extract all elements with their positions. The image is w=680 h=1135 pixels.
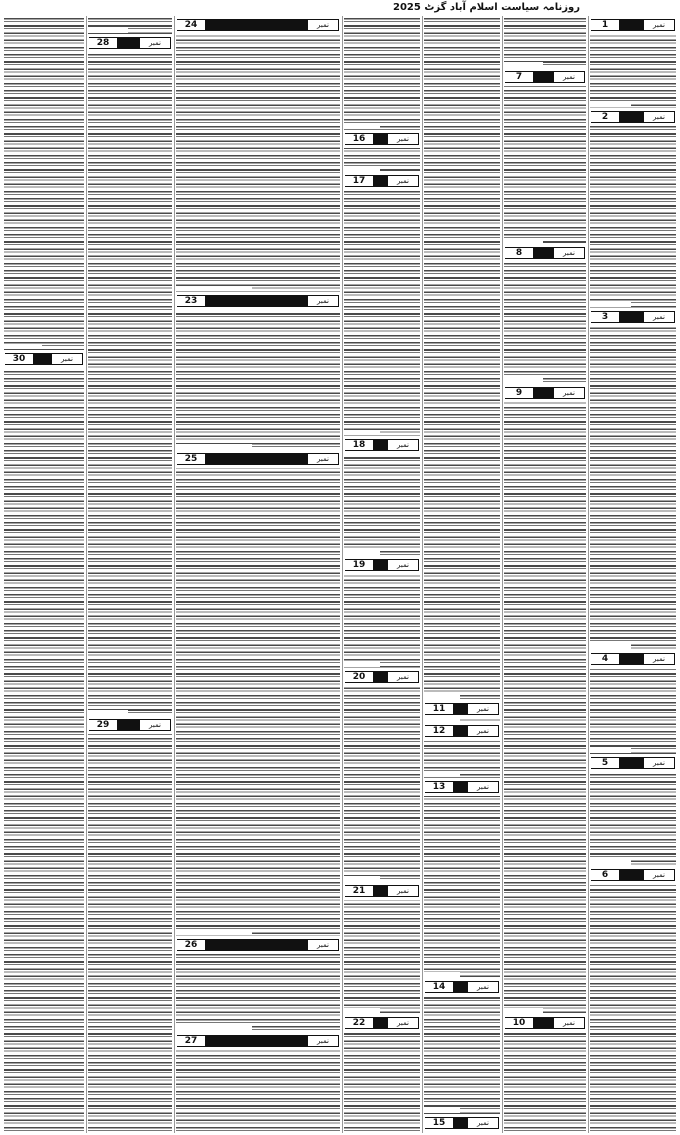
news-column bbox=[2, 16, 87, 1133]
section-label: نمبر bbox=[467, 781, 499, 793]
heading-rule bbox=[206, 295, 307, 307]
story-heading bbox=[343, 556, 421, 574]
section-label: نمبر bbox=[467, 703, 499, 715]
story-number-bar bbox=[177, 19, 339, 31]
paragraph-end-gap bbox=[4, 344, 42, 349]
heading-rule bbox=[34, 353, 51, 365]
heading-rule bbox=[118, 37, 139, 49]
column-text-block bbox=[424, 16, 500, 1133]
paragraph-end-gap bbox=[344, 550, 380, 555]
paragraph-end-gap bbox=[590, 302, 631, 307]
section-label: نمبر bbox=[307, 453, 339, 465]
story-number: 13 bbox=[425, 781, 454, 793]
story-number: 1 bbox=[591, 19, 620, 31]
newspaper-page bbox=[2, 16, 678, 1133]
story-heading bbox=[503, 68, 587, 86]
heading-rule bbox=[534, 1017, 553, 1029]
story-heading bbox=[589, 754, 677, 772]
story-number: 16 bbox=[345, 133, 374, 145]
story-number-bar bbox=[505, 247, 585, 259]
section-label: نمبر bbox=[467, 981, 499, 993]
story-heading bbox=[503, 384, 587, 402]
story-number: 24 bbox=[177, 19, 206, 31]
story-heading bbox=[423, 722, 501, 740]
story-number-bar bbox=[89, 719, 171, 731]
paragraph-end-gap bbox=[590, 748, 631, 753]
section-label: نمبر bbox=[467, 1117, 499, 1129]
story-number: 15 bbox=[425, 1117, 454, 1129]
story-number: 30 bbox=[5, 353, 34, 365]
paragraph-end-gap bbox=[424, 1108, 460, 1113]
paragraph-end-gap bbox=[344, 662, 380, 667]
story-number: 12 bbox=[425, 725, 454, 737]
story-heading bbox=[175, 1032, 341, 1050]
paragraph-end-gap bbox=[424, 694, 460, 699]
story-heading bbox=[175, 450, 341, 468]
story-number-bar bbox=[505, 71, 585, 83]
story-number: 17 bbox=[345, 175, 374, 187]
news-column bbox=[342, 16, 423, 1133]
story-heading bbox=[175, 16, 341, 34]
paragraph-end-gap bbox=[504, 62, 543, 67]
story-heading bbox=[343, 882, 421, 900]
story-number-bar bbox=[5, 353, 83, 365]
news-column bbox=[502, 16, 589, 1133]
story-heading bbox=[343, 130, 421, 148]
story-number-bar bbox=[591, 311, 675, 323]
story-number-bar bbox=[177, 939, 339, 951]
heading-rule bbox=[534, 387, 553, 399]
news-column bbox=[86, 16, 175, 1133]
column-text-block bbox=[88, 16, 172, 1133]
heading-rule bbox=[374, 1017, 387, 1029]
story-number: 19 bbox=[345, 559, 374, 571]
paragraph-end-gap bbox=[424, 972, 460, 977]
story-number: 4 bbox=[591, 653, 620, 665]
story-number: 26 bbox=[177, 939, 206, 951]
story-number: 22 bbox=[345, 1017, 374, 1029]
section-label: نمبر bbox=[643, 111, 675, 123]
story-number: 27 bbox=[177, 1035, 206, 1047]
story-heading bbox=[343, 1014, 421, 1032]
story-number-bar bbox=[591, 757, 675, 769]
section-label: نمبر bbox=[387, 133, 419, 145]
heading-rule bbox=[454, 1117, 467, 1129]
paragraph-end-gap bbox=[424, 716, 460, 721]
story-number-bar bbox=[425, 981, 499, 993]
story-number-bar bbox=[177, 1035, 339, 1047]
heading-rule bbox=[620, 757, 643, 769]
story-number: 14 bbox=[425, 981, 454, 993]
section-label: نمبر bbox=[139, 719, 171, 731]
heading-rule bbox=[454, 781, 467, 793]
section-label: نمبر bbox=[643, 653, 675, 665]
story-heading bbox=[3, 350, 85, 368]
paragraph-end-gap bbox=[176, 1026, 252, 1031]
story-number-bar bbox=[345, 671, 419, 683]
heading-rule bbox=[206, 19, 307, 31]
paragraph-end-gap bbox=[590, 102, 631, 107]
news-column bbox=[422, 16, 503, 1133]
story-number: 21 bbox=[345, 885, 374, 897]
section-label: نمبر bbox=[553, 247, 585, 259]
heading-rule bbox=[620, 869, 643, 881]
heading-rule bbox=[620, 653, 643, 665]
section-label: نمبر bbox=[387, 559, 419, 571]
story-heading bbox=[343, 172, 421, 190]
story-number: 6 bbox=[591, 869, 620, 881]
story-number-bar bbox=[425, 781, 499, 793]
story-number-bar bbox=[89, 37, 171, 49]
section-label: نمبر bbox=[643, 311, 675, 323]
story-number-bar bbox=[591, 869, 675, 881]
story-number: 5 bbox=[591, 757, 620, 769]
story-number-bar bbox=[425, 703, 499, 715]
section-label: نمبر bbox=[387, 439, 419, 451]
story-heading bbox=[503, 244, 587, 262]
section-label: نمبر bbox=[553, 1017, 585, 1029]
story-heading bbox=[589, 866, 677, 884]
story-number: 8 bbox=[505, 247, 534, 259]
column-text-block bbox=[590, 16, 676, 1133]
heading-rule bbox=[534, 247, 553, 259]
story-number: 25 bbox=[177, 453, 206, 465]
story-heading bbox=[175, 936, 341, 954]
story-heading bbox=[87, 34, 173, 52]
story-number: 18 bbox=[345, 439, 374, 451]
heading-rule bbox=[454, 981, 467, 993]
story-heading bbox=[589, 108, 677, 126]
story-number: 28 bbox=[89, 37, 118, 49]
column-text-block bbox=[504, 16, 586, 1133]
paragraph-end-gap bbox=[504, 238, 543, 243]
story-number-bar bbox=[345, 559, 419, 571]
story-heading bbox=[589, 308, 677, 326]
masthead bbox=[0, 0, 680, 14]
section-label: نمبر bbox=[553, 387, 585, 399]
story-heading bbox=[589, 16, 677, 34]
paragraph-end-gap bbox=[344, 124, 380, 129]
story-number-bar bbox=[505, 387, 585, 399]
story-number: 2 bbox=[591, 111, 620, 123]
section-label: نمبر bbox=[51, 353, 83, 365]
story-number: 11 bbox=[425, 703, 454, 715]
story-number-bar bbox=[425, 1117, 499, 1129]
story-heading bbox=[343, 436, 421, 454]
heading-rule bbox=[620, 19, 643, 31]
paragraph-end-gap bbox=[88, 28, 128, 33]
paragraph-end-gap bbox=[176, 444, 252, 449]
story-number-bar bbox=[345, 885, 419, 897]
story-number-bar bbox=[177, 295, 339, 307]
paragraph-end-gap bbox=[344, 876, 380, 881]
story-number-bar bbox=[345, 133, 419, 145]
section-label: نمبر bbox=[307, 939, 339, 951]
heading-rule bbox=[206, 1035, 307, 1047]
heading-rule bbox=[206, 453, 307, 465]
paragraph-end-gap bbox=[344, 430, 380, 435]
heading-rule bbox=[374, 133, 387, 145]
paragraph-end-gap bbox=[344, 166, 380, 171]
story-heading bbox=[423, 978, 501, 996]
story-number: 20 bbox=[345, 671, 374, 683]
page-title: روزنامہ سیاست اسلام آباد گزٹ 2025 bbox=[393, 1, 580, 13]
section-label: نمبر bbox=[139, 37, 171, 49]
story-number: 10 bbox=[505, 1017, 534, 1029]
story-number-bar bbox=[345, 175, 419, 187]
story-heading bbox=[423, 778, 501, 796]
story-heading bbox=[423, 1114, 501, 1132]
story-number-bar bbox=[425, 725, 499, 737]
story-heading bbox=[589, 650, 677, 668]
heading-rule bbox=[374, 175, 387, 187]
paragraph-end-gap bbox=[176, 930, 252, 935]
story-heading bbox=[87, 716, 173, 734]
heading-rule bbox=[454, 703, 467, 715]
paragraph-end-gap bbox=[504, 1008, 543, 1013]
heading-rule bbox=[620, 311, 643, 323]
story-heading bbox=[343, 668, 421, 686]
section-label: نمبر bbox=[643, 869, 675, 881]
paragraph-end-gap bbox=[344, 1008, 380, 1013]
heading-rule bbox=[374, 885, 387, 897]
story-number: 23 bbox=[177, 295, 206, 307]
news-column bbox=[174, 16, 343, 1133]
story-number-bar bbox=[591, 653, 675, 665]
section-label: نمبر bbox=[387, 175, 419, 187]
section-label: نمبر bbox=[387, 1017, 419, 1029]
paragraph-end-gap bbox=[504, 378, 543, 383]
section-label: نمبر bbox=[643, 19, 675, 31]
section-label: نمبر bbox=[467, 725, 499, 737]
heading-rule bbox=[374, 439, 387, 451]
story-number: 29 bbox=[89, 719, 118, 731]
paragraph-end-gap bbox=[590, 644, 631, 649]
story-heading bbox=[175, 292, 341, 310]
heading-rule bbox=[374, 559, 387, 571]
story-number-bar bbox=[177, 453, 339, 465]
section-label: نمبر bbox=[307, 295, 339, 307]
column-text-block bbox=[176, 16, 340, 1133]
news-column bbox=[588, 16, 678, 1133]
story-number-bar bbox=[591, 19, 675, 31]
heading-rule bbox=[620, 111, 643, 123]
section-label: نمبر bbox=[553, 71, 585, 83]
paragraph-end-gap bbox=[176, 286, 252, 291]
section-label: نمبر bbox=[307, 19, 339, 31]
story-number: 3 bbox=[591, 311, 620, 323]
heading-rule bbox=[534, 71, 553, 83]
paragraph-end-gap bbox=[88, 710, 128, 715]
heading-rule bbox=[374, 671, 387, 683]
story-number-bar bbox=[345, 439, 419, 451]
heading-rule bbox=[206, 939, 307, 951]
section-label: نمبر bbox=[307, 1035, 339, 1047]
story-heading bbox=[503, 1014, 587, 1032]
section-label: نمبر bbox=[643, 757, 675, 769]
story-number-bar bbox=[505, 1017, 585, 1029]
column-text-block bbox=[4, 16, 84, 1133]
heading-rule bbox=[118, 719, 139, 731]
paragraph-end-gap bbox=[590, 860, 631, 865]
section-label: نمبر bbox=[387, 885, 419, 897]
story-number: 9 bbox=[505, 387, 534, 399]
heading-rule bbox=[454, 725, 467, 737]
story-number-bar bbox=[591, 111, 675, 123]
paragraph-end-gap bbox=[424, 772, 460, 777]
story-number: 7 bbox=[505, 71, 534, 83]
story-number-bar bbox=[345, 1017, 419, 1029]
section-label: نمبر bbox=[387, 671, 419, 683]
